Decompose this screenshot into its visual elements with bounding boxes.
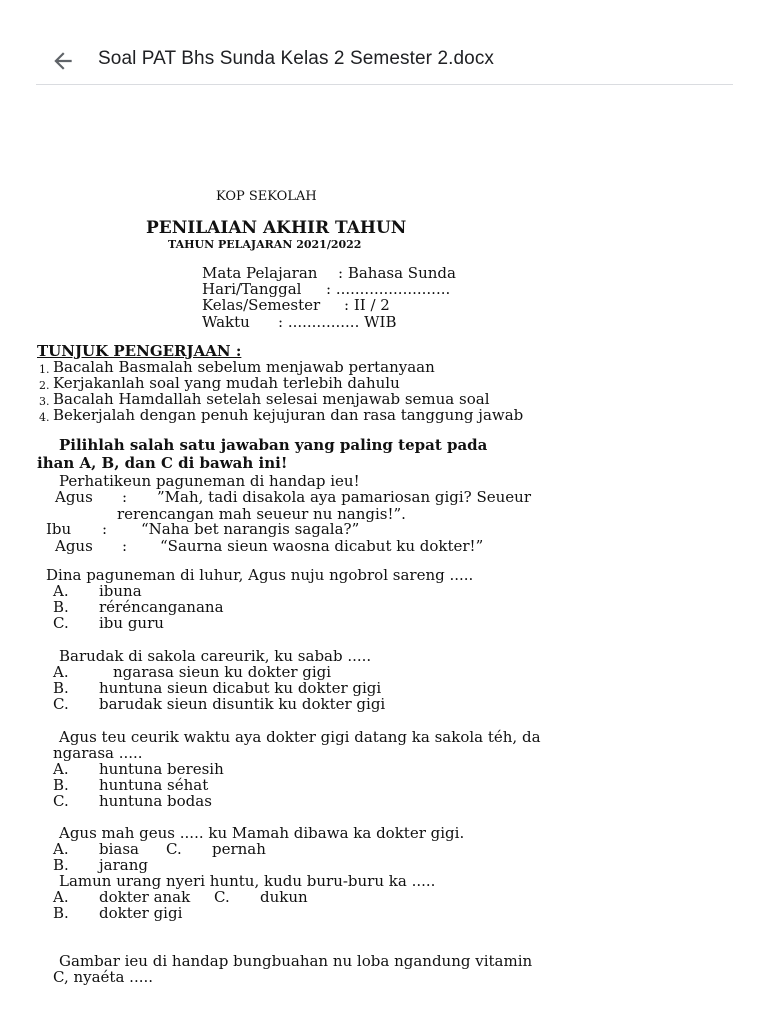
option-letter: B. xyxy=(53,598,69,616)
option-letter: B. xyxy=(53,856,69,874)
option-text: dokter gigi xyxy=(99,904,183,922)
info-label: Hari/Tanggal xyxy=(202,280,302,298)
document-header xyxy=(36,36,733,85)
dialog-intro: Perhatikeun paguneman di handap ieu! xyxy=(59,472,360,490)
question-text: Gambar ieu di handap bungbuahan nu loba ngandung vitamin xyxy=(59,952,533,970)
direction-text: Pilihlah salah satu jawaban yang paling tepat pada xyxy=(59,436,488,454)
list-number: 1. xyxy=(39,363,50,376)
option-letter: A. xyxy=(53,663,69,681)
document-title: Soal PAT Bhs Sunda Kelas 2 Semester 2.docx xyxy=(98,48,495,69)
dialog-separator: : xyxy=(122,537,128,555)
dialog-line: rerencangan mah seueur nu nangis!”. xyxy=(117,505,406,523)
list-number: 4. xyxy=(39,411,50,424)
dialog-separator: : xyxy=(102,520,108,538)
option-letter: B. xyxy=(53,904,69,922)
option-letter: A. xyxy=(53,582,69,600)
option-letter: A. xyxy=(53,840,69,858)
option-letter: C. xyxy=(166,840,182,858)
instruction-item: Kerjakanlah soal yang mudah terlebih dahulu xyxy=(53,374,400,392)
question-text: Agus mah geus ..... ku Mamah dibawa ka dokter gigi. xyxy=(59,824,465,842)
option-letter: B. xyxy=(53,776,69,794)
question-text: Barudak di sakola careurik, ku sabab ..... xyxy=(59,647,372,665)
question-text: Lamun urang nyeri huntu, kudu buru-buru ka ..... xyxy=(59,872,436,890)
instructions-heading: TUNJUK PENGERJAAN : xyxy=(37,342,242,360)
option-text: huntuna beresih xyxy=(99,760,224,778)
page-heading: PENILAIAN AKHIR TAHUN xyxy=(146,218,407,238)
kop-sekolah: KOP SEKOLAH xyxy=(216,189,317,204)
info-value: : II / 2 xyxy=(344,296,390,314)
instruction-item: Bacalah Basmalah sebelum menjawab pertanyaan xyxy=(53,358,435,376)
dialog-separator: : xyxy=(122,488,128,506)
arrow-left-icon xyxy=(50,48,76,74)
dialog-speaker: Agus xyxy=(55,488,93,506)
option-letter: A. xyxy=(53,760,69,778)
option-text: réréncanganana xyxy=(99,598,224,616)
info-value: : ........................ xyxy=(326,280,451,298)
info-label: Kelas/Semester xyxy=(202,296,321,314)
option-text: jarang xyxy=(99,856,148,874)
dialog-speaker: Ibu xyxy=(46,520,72,538)
back-button[interactable] xyxy=(50,48,76,74)
option-letter: C. xyxy=(53,695,69,713)
option-text: ibu guru xyxy=(99,614,164,632)
info-value: : ............... WIB xyxy=(278,313,397,331)
question-text: Dina paguneman di luhur, Agus nuju ngobrol sareng ..... xyxy=(46,566,474,584)
option-text: dukun xyxy=(260,888,308,906)
option-text: huntuna sieun dicabut ku dokter gigi xyxy=(99,679,382,697)
list-number: 3. xyxy=(39,395,50,408)
option-text: ngarasa sieun ku dokter gigi xyxy=(113,663,332,681)
option-letter: B. xyxy=(53,679,69,697)
dialog-line: “Saurna sieun waosna dicabut ku dokter!” xyxy=(160,537,484,555)
option-letter: C. xyxy=(214,888,230,906)
option-text: huntuna bodas xyxy=(99,792,212,810)
page-subheading: TAHUN PELAJARAN 2021/2022 xyxy=(168,238,362,251)
instruction-item: Bacalah Hamdallah setelah selesai menjawab semua soal xyxy=(53,390,490,408)
question-text: ngarasa ..... xyxy=(53,744,143,762)
option-text: biasa xyxy=(99,840,139,858)
dialog-line: “Naha bet narangis sagala?” xyxy=(141,520,360,538)
option-text: dokter anak xyxy=(99,888,191,906)
instruction-item: Bekerjalah dengan penuh kejujuran dan rasa tanggung jawab xyxy=(53,406,524,424)
direction-text: ihan A, B, dan C di bawah ini! xyxy=(37,454,288,472)
option-letter: A. xyxy=(53,888,69,906)
list-number: 2. xyxy=(39,379,50,392)
info-label: Mata Pelajaran xyxy=(202,264,318,282)
question-text: Agus teu ceurik waktu aya dokter gigi datang ka sakola téh, da xyxy=(59,728,541,746)
dialog-speaker: Agus xyxy=(55,537,93,555)
option-letter: C. xyxy=(53,614,69,632)
dialog-line: ”Mah, tadi disakola aya pamariosan gigi? Seueur xyxy=(157,488,532,506)
option-text: ibuna xyxy=(99,582,142,600)
info-value: : Bahasa Sunda xyxy=(338,264,456,282)
question-text: C, nyaéta ..... xyxy=(53,968,154,986)
option-text: barudak sieun disuntik ku dokter gigi xyxy=(99,695,386,713)
option-text: huntuna séhat xyxy=(99,776,209,794)
option-text: pernah xyxy=(212,840,266,858)
info-label: Waktu xyxy=(202,313,250,331)
option-letter: C. xyxy=(53,792,69,810)
